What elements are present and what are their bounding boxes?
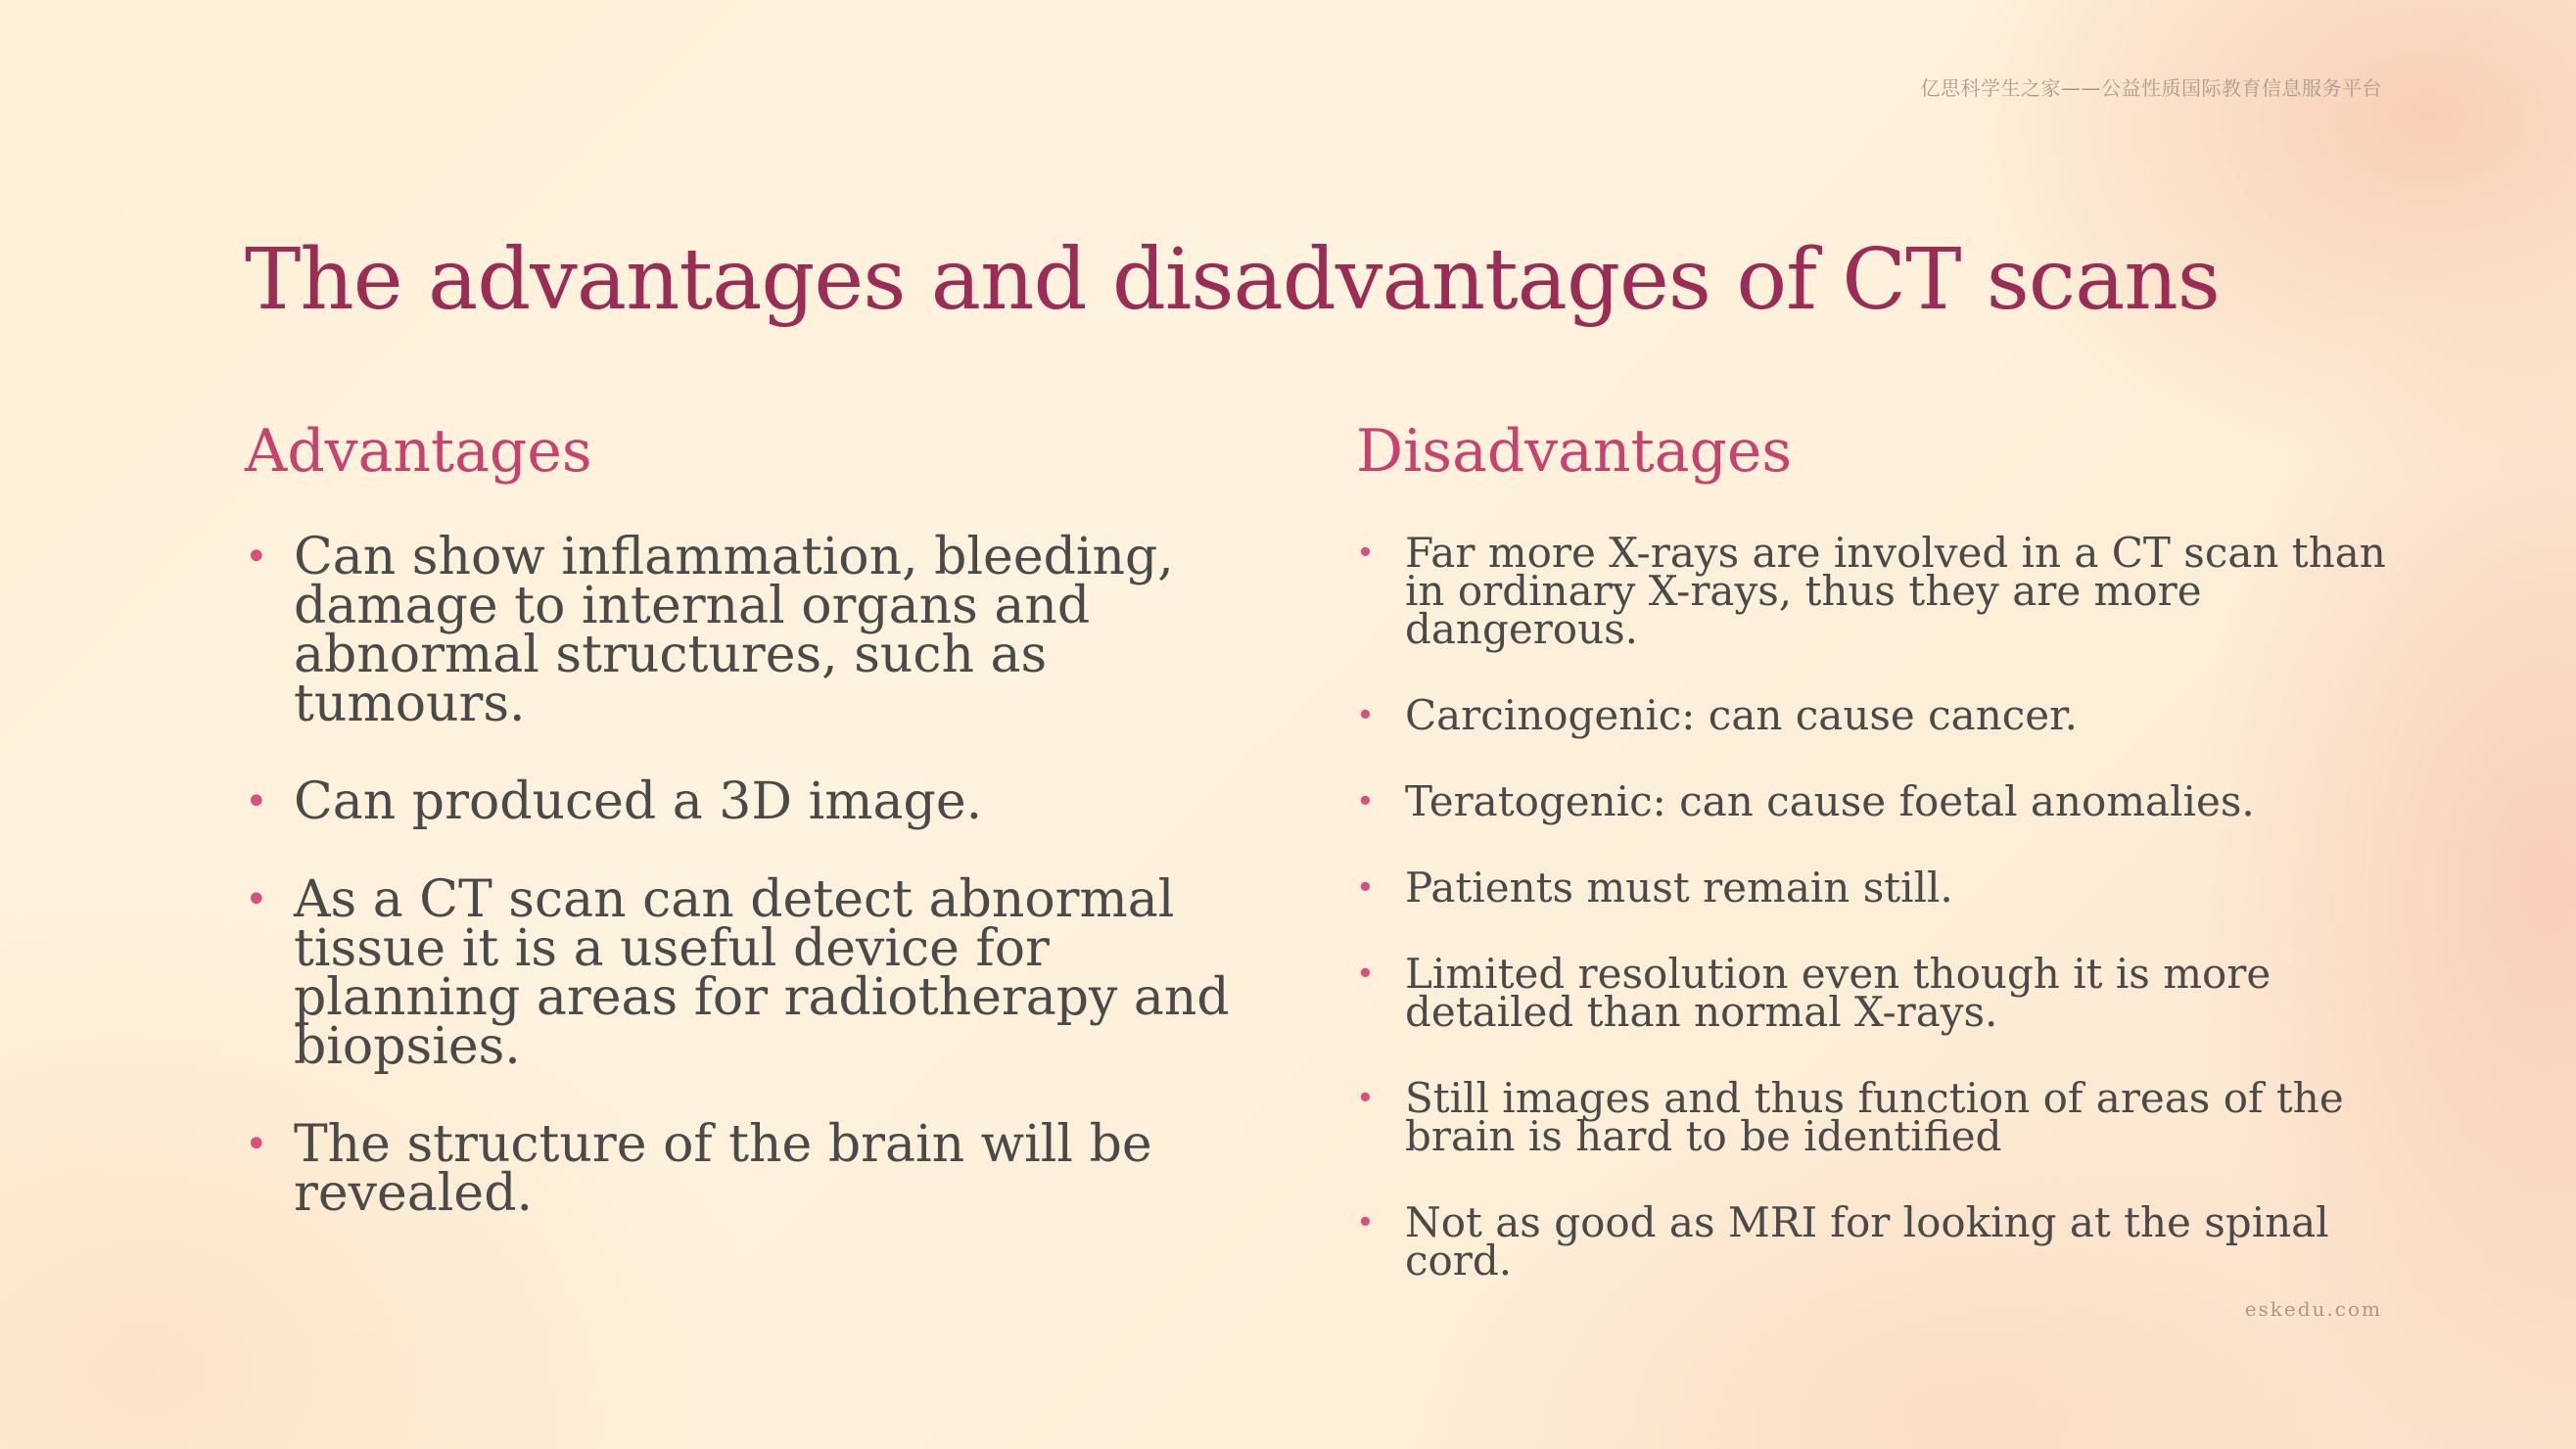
list-item-text: Can produced a 3D image. — [294, 772, 983, 831]
slide-title: The advantages and disadvantages of CT scans — [245, 231, 2220, 329]
list-item — [245, 870, 1243, 1076]
list-item-text: Teratogenic: can cause foetal anomalies. — [1405, 777, 2255, 825]
bullet-dot-icon: • — [245, 877, 268, 922]
bullet-dot-icon: • — [245, 779, 268, 824]
list-item-text: The structure of the brain will be revealed. — [294, 1115, 1152, 1223]
bullet-dot-icon: • — [1356, 1203, 1375, 1240]
disadvantages-list — [1356, 529, 2394, 1328]
list-item-text: Patients must remain still. — [1405, 864, 1953, 911]
list-item — [1356, 777, 2394, 825]
list-item — [1356, 950, 2394, 1036]
bullet-dot-icon: • — [1356, 955, 1375, 992]
list-item — [1356, 691, 2394, 739]
list-item — [1356, 1198, 2394, 1285]
bullet-dot-icon: • — [1356, 868, 1375, 906]
list-item-text: Still images and thus function of areas of the brain is hard to be identified — [1405, 1074, 2344, 1160]
list-item — [1356, 1074, 2394, 1160]
list-item — [245, 528, 1243, 733]
list-item-text: Can show inflammation, bleeding, damage to internal organs and abnormal structures, such as tumours. — [294, 528, 1174, 733]
list-item-text: As a CT scan can detect abnormal tissue it is a useful device for planning areas for radiotherapy and biopsies. — [294, 870, 1230, 1076]
bullet-dot-icon: • — [1356, 534, 1375, 571]
bullet-dot-icon: • — [245, 1122, 268, 1167]
watermark-bottom: eskedu.com — [2244, 1297, 2382, 1321]
watermark-top: 亿思科学生之家——公益性质国际教育信息服务平台 — [1920, 76, 2382, 100]
bullet-dot-icon: • — [1356, 696, 1375, 733]
bullet-dot-icon: • — [245, 535, 268, 580]
list-item — [1356, 864, 2394, 911]
list-item-text: Not as good as MRI for looking at the spinal cord. — [1405, 1198, 2329, 1285]
bullet-dot-icon: • — [1356, 782, 1375, 819]
disadvantages-heading: Disadvantages — [1356, 417, 1793, 486]
list-item — [245, 1115, 1243, 1223]
list-item — [245, 772, 1243, 831]
advantages-heading: Advantages — [245, 417, 592, 486]
advantages-list — [245, 528, 1243, 1267]
bullet-dot-icon: • — [1356, 1079, 1375, 1116]
list-item-text: Limited resolution even though it is more detailed than normal X-rays. — [1405, 950, 2272, 1036]
list-item-text: Far more X-rays are involved in a CT scan than in ordinary X-rays, thus they are more dangerous. — [1405, 529, 2386, 653]
list-item-text: Carcinogenic: can cause cancer. — [1405, 691, 2078, 739]
list-item — [1356, 529, 2394, 653]
